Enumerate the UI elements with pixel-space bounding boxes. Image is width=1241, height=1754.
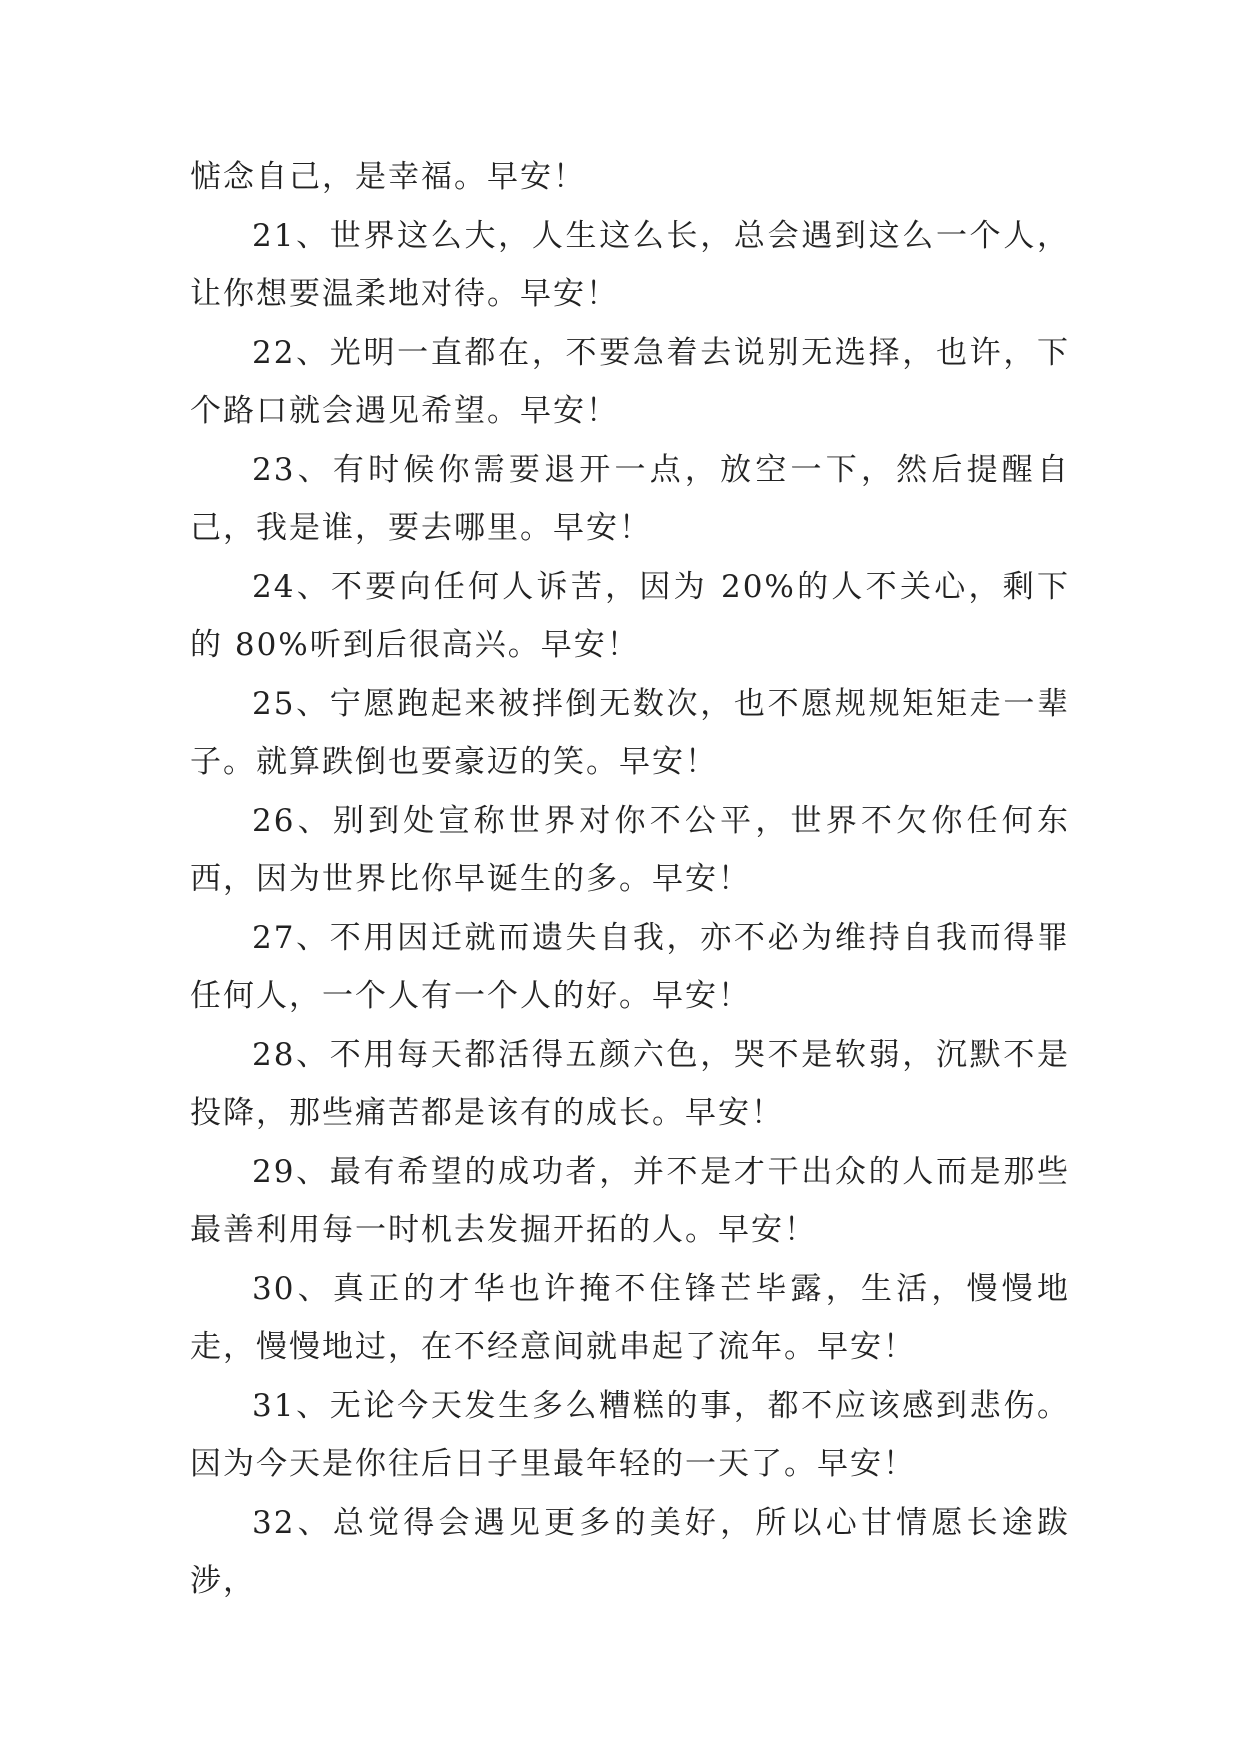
paragraph-25: 25、宁愿跑起来被拌倒无数次，也不愿规规矩矩走一辈子。就算跌倒也要豪迈的笑。早安！ <box>190 685 1070 780</box>
paragraph-26: 26、别到处宣称世界对你不公平，世界不欠你任何东西，因为世界比你早诞生的多。早安！ <box>190 802 1070 897</box>
paragraph-24: 24、不要向任何人诉苦，因为 20%的人不关心，剩下的 80%听到后很高兴。早安！ <box>190 568 1070 663</box>
paragraph-21: 21、世界这么大，人生这么长，总会遇到这么一个人，让你想要温柔地对待。早安！ <box>190 217 1070 312</box>
paragraph-29: 29、最有希望的成功者，并不是才干出众的人而是那些最善利用每一时机去发掘开拓的人。早安！ <box>190 1153 1070 1248</box>
paragraph-31: 31、无论今天发生多么糟糕的事，都不应该感到悲伤。因为今天是你往后日子里最年轻的一天了。早安！ <box>190 1387 1070 1482</box>
paragraph-32: 32、总觉得会遇见更多的美好，所以心甘情愿长途跋涉， <box>190 1504 1070 1599</box>
paragraph-22: 22、光明一直都在，不要急着去说别无选择，也许，下个路口就会遇见希望。早安！ <box>190 334 1070 429</box>
paragraph-30: 30、真正的才华也许掩不住锋芒毕露，生活，慢慢地走，慢慢地过，在不经意间就串起了流年。早安！ <box>190 1270 1070 1365</box>
paragraph-continuation: 惦念自己，是幸福。早安！ <box>190 159 586 195</box>
paragraph-28: 28、不用每天都活得五颜六色，哭不是软弱，沉默不是投降，那些痛苦都是该有的成长。早安！ <box>190 1036 1070 1131</box>
document-body <box>190 148 1070 1611</box>
paragraph-23: 23、有时候你需要退开一点，放空一下，然后提醒自己，我是谁，要去哪里。早安！ <box>190 451 1070 546</box>
paragraph-27: 27、不用因迁就而遗失自我，亦不必为维持自我而得罪任何人，一个人有一个人的好。早安！ <box>190 919 1070 1014</box>
